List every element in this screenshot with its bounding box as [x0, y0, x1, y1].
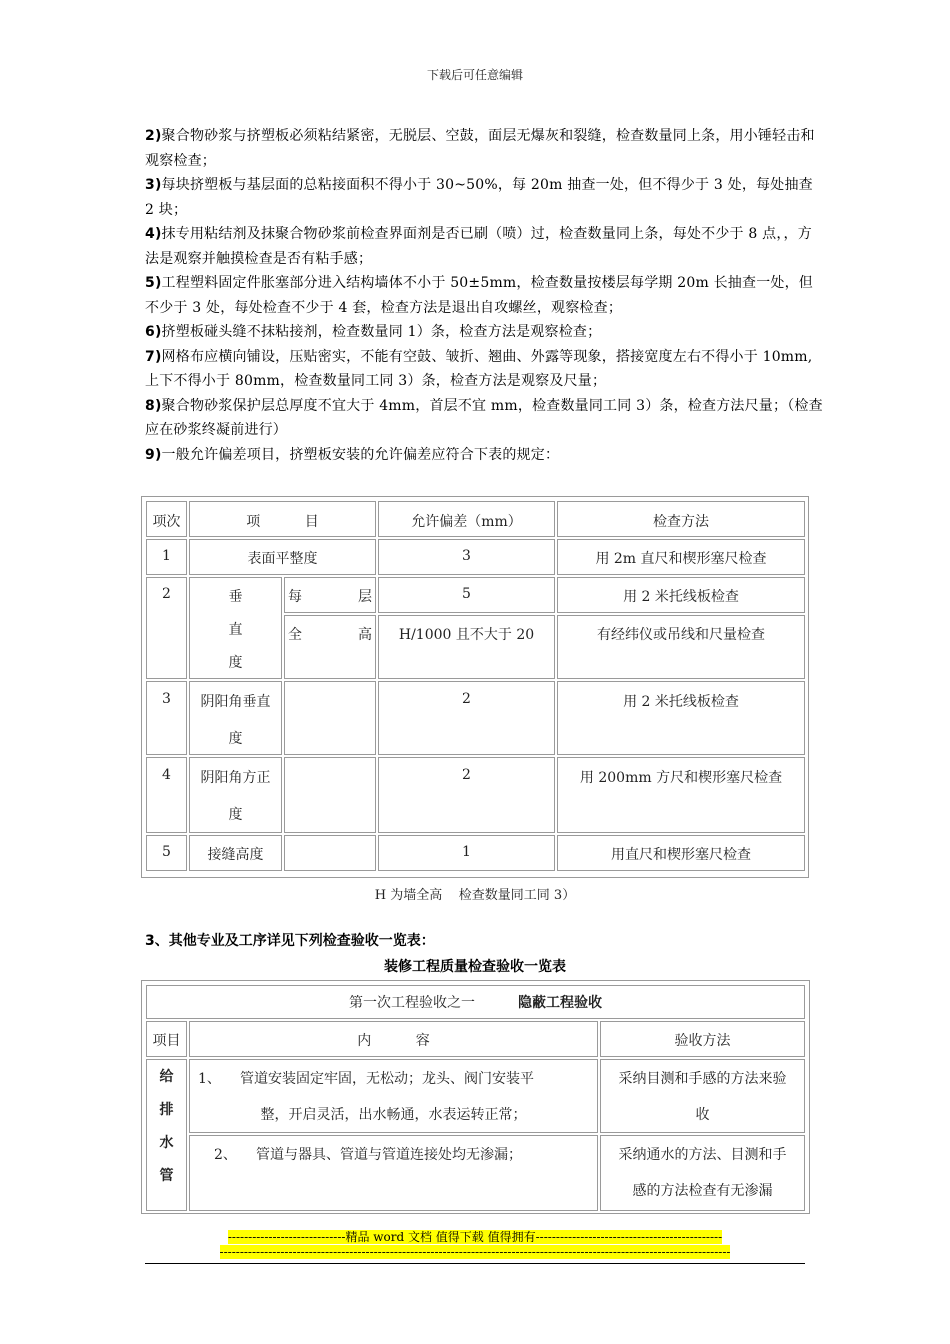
table-cell: H/1000 且不大于 20 [378, 615, 555, 679]
table-header-cell: 项目 [146, 1021, 187, 1057]
paragraph-text: 一般允许偏差项目，挤塑板安装的允许偏差应符合下表的规定： [161, 446, 560, 463]
table-cell: 4 [146, 757, 187, 833]
paragraph-number: 7) [145, 348, 162, 365]
paragraph-text: 工程塑料固定件胀塞部分进入结构墙体不小于 50±5mm，检查数量按楼层每学期 20m 长抽查一处，但不少于 3 处，每处检查不少于 4 套，检查方法是退出自攻螺丝，观察检查； [145, 275, 813, 316]
table-cell: 阴阳角方正 度 [189, 757, 282, 833]
category-cell: 给 排 水 管 [146, 1059, 187, 1211]
table-header-cell: 允许偏差（mm） [378, 501, 555, 537]
paragraph-list [145, 124, 825, 467]
paragraph-9 [145, 443, 825, 468]
table-title: 装修工程质量检查验收一览表 [384, 959, 566, 975]
paragraph-4 [145, 222, 825, 271]
table-cell: 5 [378, 577, 555, 613]
footer-banner-line2: ------------------------------------------------------------------------------------------------------------------------------ [219, 1245, 731, 1259]
paragraph-2 [145, 124, 825, 173]
table-cell: 1、 管道安装固定牢固，无松动；龙头、阀门安装平 整，开启灵活，出水畅通，水表运转正常； [189, 1059, 598, 1133]
footer-rule [145, 1263, 805, 1264]
paragraph-text: 聚合物砂浆保护层总厚度不宜大于 4mm，首层不宜 mm，检查数量同工同 3）条，检查方法尺量；（检查应在砂浆终凝前进行） [145, 397, 823, 438]
footer-banner-line1: -----------------------------精品 word 文档 值得下载 值得拥有---------------------------------------------- [227, 1230, 723, 1244]
paragraph-number: 5) [145, 275, 162, 291]
page-header: 下载后可任意编辑 [426, 68, 523, 82]
table-banner [146, 985, 805, 1019]
table-cell [284, 757, 376, 833]
table-cell: 全 高 [284, 615, 376, 679]
section-heading: 3、其他专业及工序详见下列检查验收一览表： [145, 933, 435, 949]
table-cell: 采纳目测和手感的方法来验 收 [600, 1059, 805, 1133]
paragraph-number: 8) [145, 397, 162, 414]
table-note: H 为墙全高 检查数量同工同 3） [374, 888, 576, 903]
paragraph-number: 2) [145, 128, 162, 144]
paragraph-3 [145, 173, 825, 222]
paragraph-number: 4) [145, 226, 162, 242]
table-cell: 采纳通水的方法、目测和手 感的方法检查有无渗漏 [600, 1135, 805, 1211]
paragraph-5 [145, 271, 825, 320]
table-cell: 用 2m 直尺和楔形塞尺检查 [557, 539, 805, 575]
paragraph-text: 抹专用粘结剂及抹聚合物砂浆前检查界面剂是否已刷（喷）过，检查数量同上条，每处不少于 8 点，，方法是观察并触摸检查是否有粘手感； [145, 226, 812, 267]
table-cell: 用 200mm 方尺和楔形塞尺检查 [557, 757, 805, 833]
table-cell: 表面平整度 [189, 539, 376, 575]
table-cell [284, 835, 376, 871]
table-cell: 有经纬仪或吊线和尺量检查 [557, 615, 805, 679]
table-cell: 3 [146, 681, 187, 755]
table-cell: 5 [146, 835, 187, 871]
banner-title: 隐蔽工程验收 [517, 995, 602, 1011]
paragraph-text: 挤塑板碰头缝不抹粘接剂，检查数量同 1）条，检查方法是观察检查； [161, 324, 602, 340]
paragraph-text: 网格布应横向铺设，压贴密实，不能有空鼓、皱折、翘曲、外露等现象，搭接宽度左右不得小于 10mm,上下不得小于 80mm，检查数量同工同 3）条，检查方法是观察及尺量； [145, 348, 813, 389]
table-cell: 2 [146, 577, 187, 679]
table-cell: 2 [378, 757, 555, 833]
paragraph-number: 3) [145, 177, 162, 193]
table-cell: 用直尺和楔形塞尺检查 [557, 835, 805, 871]
table-cell: 1 [378, 835, 555, 871]
paragraph-text: 每块挤塑板与基层面的总粘接面积不得小于 30~50%，每 20m 抽查一处，但不得少于 3 处，每处抽查 2 块； [145, 177, 813, 218]
table-cell: 阴阳角垂直 度 [189, 681, 282, 755]
table-cell: 2 [378, 681, 555, 755]
tolerance-table [141, 496, 809, 878]
table-header-cell: 验收方法 [600, 1021, 805, 1057]
paragraph-8 [145, 394, 825, 443]
table-cell [284, 681, 376, 755]
table-cell: 1 [146, 539, 187, 575]
table-cell: 垂 直 度 [189, 577, 282, 679]
table-cell: 2、 管道与器具、管道与管道连接处均无渗漏； [189, 1135, 598, 1211]
paragraph-7 [145, 345, 825, 394]
paragraph-number: 9) [145, 446, 162, 463]
table-cell: 每 层 [284, 577, 376, 613]
table-cell: 用 2 米托线板检查 [557, 681, 805, 755]
table-header-cell: 项次 [146, 501, 187, 537]
acceptance-table [141, 980, 810, 1214]
table-header-cell: 检查方法 [557, 501, 805, 537]
table-header-cell: 项 目 [189, 501, 376, 537]
paragraph-6 [145, 320, 825, 345]
table-cell: 3 [378, 539, 555, 575]
banner-text: 第一次工程验收之一 [349, 995, 476, 1011]
paragraph-text: 聚合物砂浆与挤塑板必须粘结紧密，无脱层、空鼓，面层无爆灰和裂缝，检查数量同上条，用小锤轻击和观察检查； [145, 128, 815, 169]
table-cell: 用 2 米托线板检查 [557, 577, 805, 613]
paragraph-number: 6) [145, 324, 162, 340]
table-header-cell: 内 容 [189, 1021, 598, 1057]
table-cell: 接缝高度 [189, 835, 282, 871]
